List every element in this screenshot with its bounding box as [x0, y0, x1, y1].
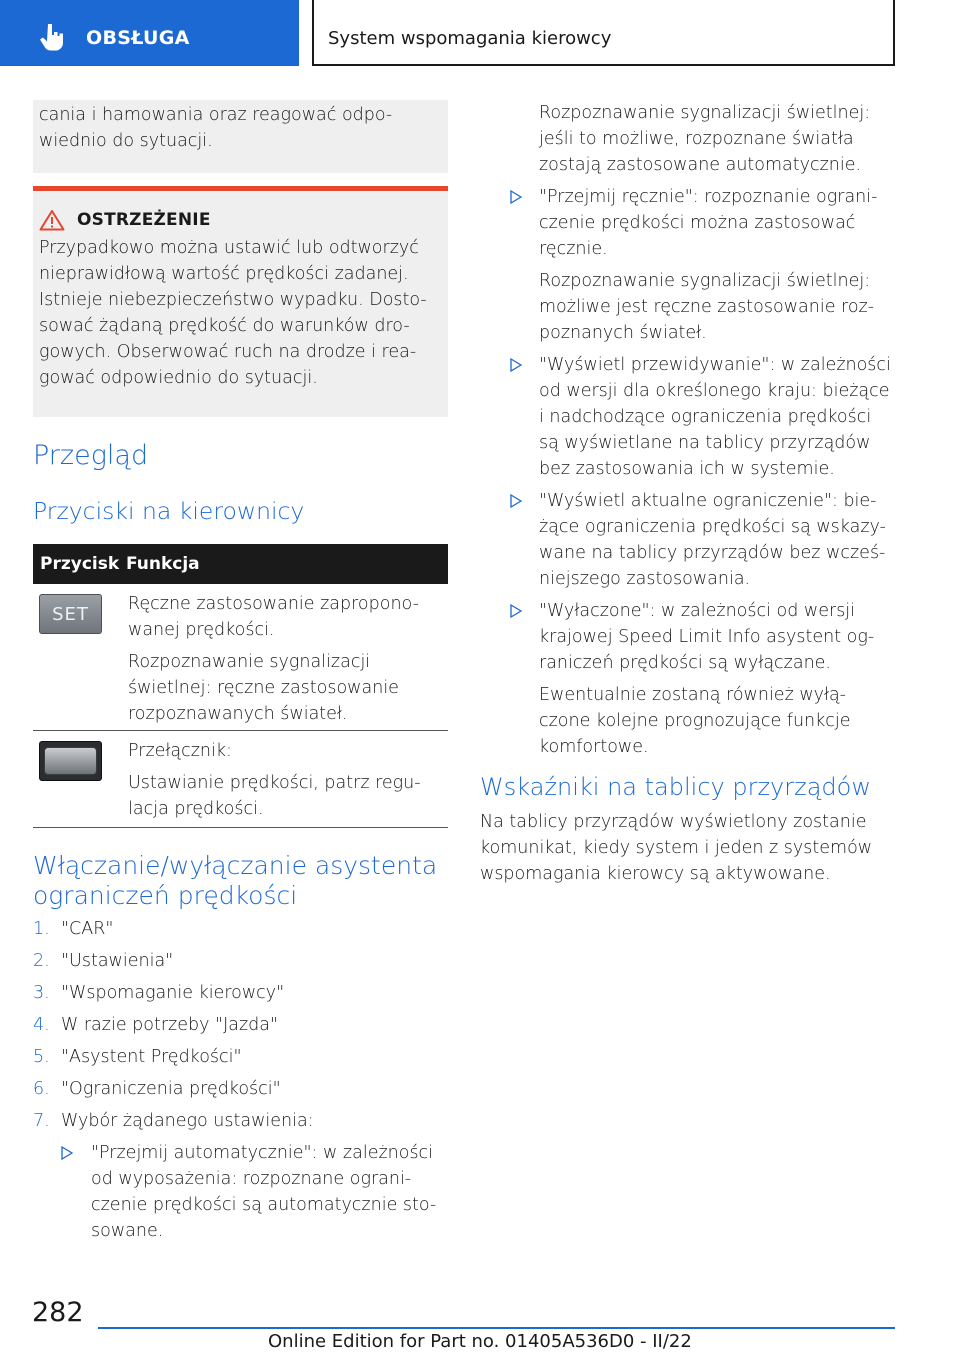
option-manual: "Przejmij ręcznie": rozpoznanie ograni- czenie prędkości można zastosować ręcznie. [510, 184, 905, 262]
table-text: lacja prędkości. [128, 799, 264, 819]
indicators-heading: Wskaźniki na tablicy przyrządów [480, 773, 871, 801]
column-header: Przycisk [40, 554, 120, 574]
list-item: 7. Wybór żądanego ustawienia: [33, 1111, 314, 1131]
section-label: OBSŁUGA [86, 27, 190, 49]
auto-traffic-note: Rozpoznawanie sygnalizacji świetlnej: jeśli to możliwe, rozpoznane światła zostają zastosowane automatycznie. [539, 103, 871, 175]
table-text: Rozpoznawanie sygnalizacji [128, 652, 371, 672]
intro-line: wiednio do sytuacji. [39, 131, 213, 151]
column-header: Funkcja [126, 554, 200, 574]
table-text: Ręczne zastosowanie zapropono- [128, 594, 419, 614]
chapter-header [312, 0, 895, 66]
triangle-bullet-icon [510, 190, 522, 204]
triangle-bullet-icon [510, 604, 522, 618]
option-auto: "Przejmij automatycznie": w zależności od wyposażenia: rozpoznane ograni- czenie prędkości są automatycznie sto- sowane. [33, 1140, 448, 1244]
list-item: 1. "CAR" [33, 919, 114, 939]
table-text: rozpoznawanych świateł. [128, 704, 348, 724]
steps-list [33, 916, 448, 1244]
intro-box [33, 100, 448, 173]
hand-pointer-icon [38, 22, 66, 52]
manual-traffic-note: Rozpoznawanie sygnalizacji świetlnej: możliwe jest ręczne zastosowanie roz- poznanych świateł. [539, 271, 875, 343]
triangle-bullet-icon [61, 1146, 73, 1160]
section-tab[interactable] [0, 0, 299, 66]
overview-heading: Przegląd [33, 440, 149, 471]
warning-header [39, 209, 448, 231]
list-item: 4. W razie potrzeby "Jazda" [33, 1015, 279, 1035]
table-text: Ustawianie prędkości, patrz regu- [128, 773, 421, 793]
warning-line: sować żądaną prędkość do warunków dro- [39, 316, 410, 336]
warning-title: OSTRZEŻENIE [77, 210, 211, 230]
warning-line: Istnieje niebezpieczeństwo wypadku. Dosto- [39, 290, 427, 310]
right-column [510, 100, 905, 760]
off-note: Ewentualnie zostaną również wyłą- czone kolejne prognozujące funkcje komfortowe. [539, 685, 851, 757]
page-number: 282 [32, 1297, 84, 1328]
warning-box [33, 191, 448, 417]
option-forecast: "Wyświetl przewidywanie": w zależności od wersji dla określonego kraju: bieżące i nadchodzące ograniczenia prędkości są wyświetlane na tablicy przyrządów bez zastosowania ich w systemie. [510, 352, 905, 482]
set-button-icon [39, 594, 102, 634]
list-item: 2. "Ustawienia" [33, 951, 174, 971]
table-row [33, 731, 448, 828]
indicators-text: Na tablicy przyrządów wyświetlony zostanie komunikat, kiedy system i jeden z systemów wspomagania kierowcy są aktywowane. [480, 812, 873, 884]
triangle-bullet-icon [510, 494, 522, 508]
option-current: "Wyświetl aktualne ograniczenie": bie- żące ograniczenia prędkości są wskazy- wane na tablicy przyrządów bez wcześ- niejszego zastosowania. [510, 488, 905, 592]
warning-triangle-icon [39, 209, 65, 231]
warning-line: gować odpowiednio do sytuacji. [39, 368, 318, 388]
footer-rule [98, 1327, 895, 1329]
intro-line: cania i hamowania oraz reagować odpo- [39, 105, 393, 125]
rocker-switch-icon [39, 741, 102, 781]
buttons-table [33, 544, 448, 828]
warning-line: nieprawidłową wartość prędkości zadanej. [39, 264, 409, 284]
triangle-bullet-icon [510, 358, 522, 372]
edition-text: Online Edition for Part no. 01405A536D0 - II/22 [268, 1331, 692, 1352]
list-item: 6. "Ograniczenia prędkości" [33, 1079, 281, 1099]
onoff-heading: Włączanie/wyłączanie asystenta ograniczeń prędkości [33, 851, 438, 910]
list-item: 5. "Asystent Prędkości" [33, 1047, 242, 1067]
table-header [33, 544, 448, 584]
option-off: "Wyłaczone": w zależności od wersji krajowej Speed Limit Info asystent og- raniczeń prędkości są wyłączane. [510, 598, 905, 676]
list-item: 3. "Wspomaganie kierowcy" [33, 983, 285, 1003]
chapter-title: System wspomagania kierowcy [328, 28, 612, 49]
table-text: Przełącznik: [128, 741, 232, 761]
set-button-label: SET [52, 603, 89, 625]
buttons-heading: Przyciski na kierownicy [33, 497, 305, 525]
table-text: wanej prędkości. [128, 620, 275, 640]
warning-line: gowych. Obserwować ruch na drodze i rea- [39, 342, 417, 362]
table-text: świetlnej: ręczne zastosowanie [128, 678, 399, 698]
warning-line: Przypadkowo można ustawić lub odtworzyć [39, 238, 419, 258]
table-row [33, 584, 448, 731]
